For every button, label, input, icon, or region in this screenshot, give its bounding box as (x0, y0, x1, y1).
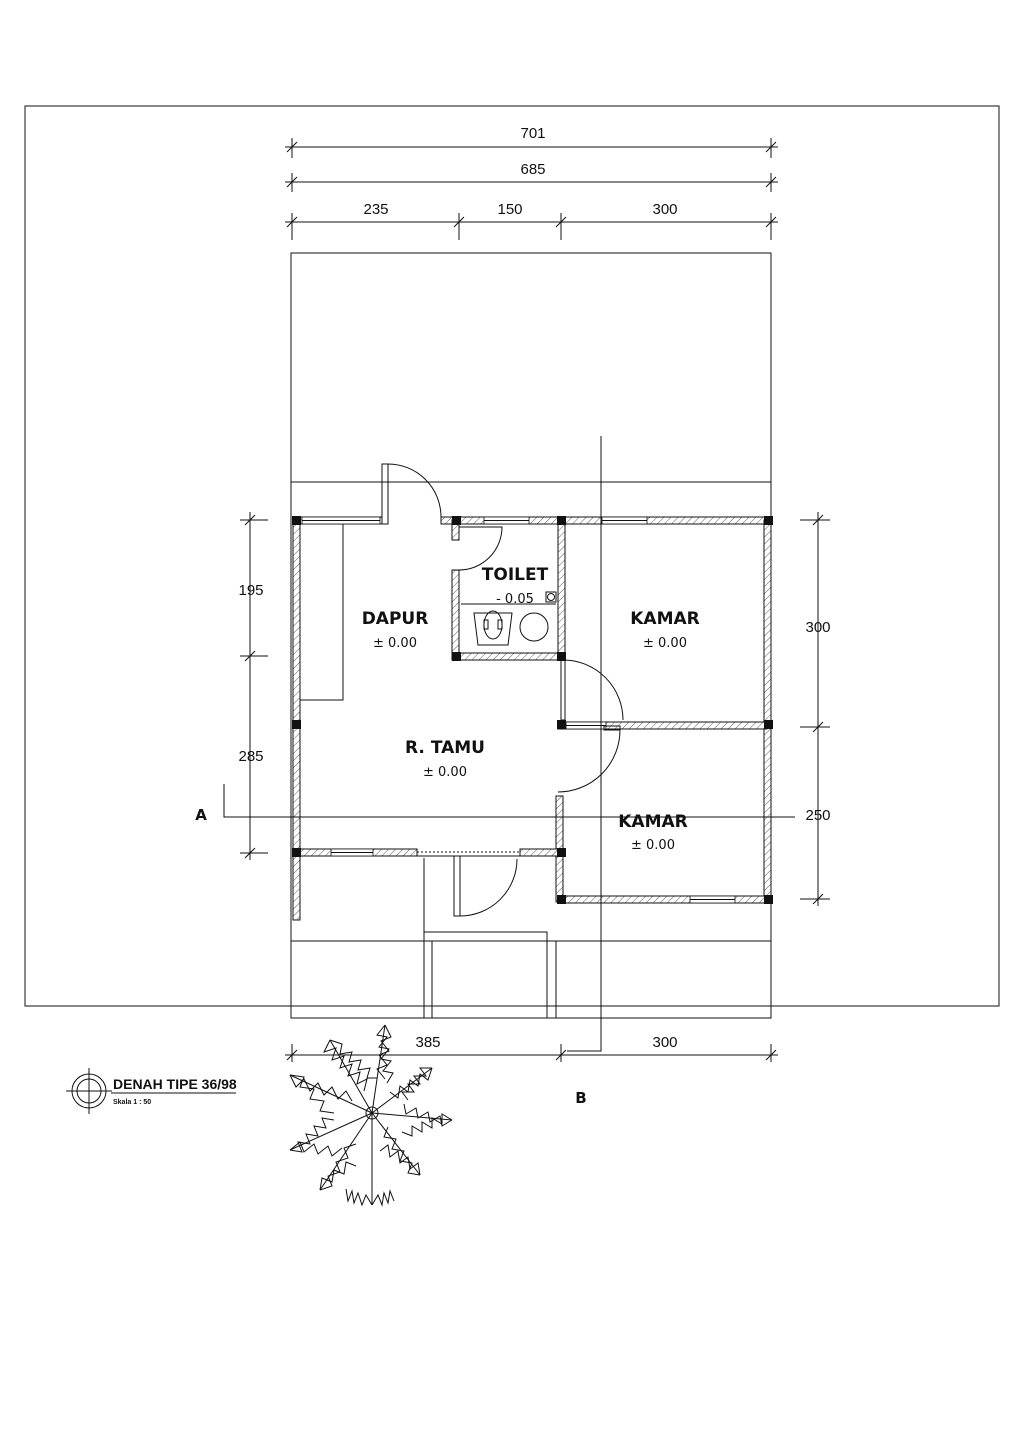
section-label-a: A (195, 806, 207, 824)
dim-top-seg2: 150 (497, 201, 523, 218)
room-level-kamar-1: ± 0.00 (643, 636, 687, 651)
dim-bottom-right: 300 (652, 1034, 678, 1051)
dim-bottom-left: 385 (415, 1034, 441, 1051)
dim-top-overall: 701 (520, 125, 546, 142)
room-name-kamar-2: KAMAR (618, 812, 688, 832)
room-name-dapur: DAPUR (361, 609, 429, 629)
drawing-title: DENAH TIPE 36/98 (113, 1076, 237, 1092)
section-label-b: B (575, 1089, 587, 1107)
room-name-kamar-1: KAMAR (630, 609, 700, 629)
dim-top-seg3: 300 (652, 201, 678, 218)
dim-right-upper: 300 (805, 619, 831, 636)
dim-left-upper: 195 (238, 582, 264, 599)
dim-top-inner: 685 (520, 161, 546, 178)
room-level-dapur: ± 0.00 (373, 636, 417, 651)
dim-left-lower: 285 (238, 748, 264, 765)
room-name-toilet: TOILET (481, 565, 549, 585)
dim-right-lower: 250 (805, 807, 831, 824)
dim-top-seg1: 235 (363, 201, 389, 218)
room-level-kamar-2: ± 0.00 (631, 838, 675, 853)
room-level-ruang-tamu: ± 0.00 (423, 765, 467, 780)
drawing-scale: Skala 1 : 50 (113, 1099, 152, 1106)
room-name-ruang-tamu: R. TAMU (405, 738, 485, 758)
room-level-toilet: - 0.05 (496, 592, 534, 607)
